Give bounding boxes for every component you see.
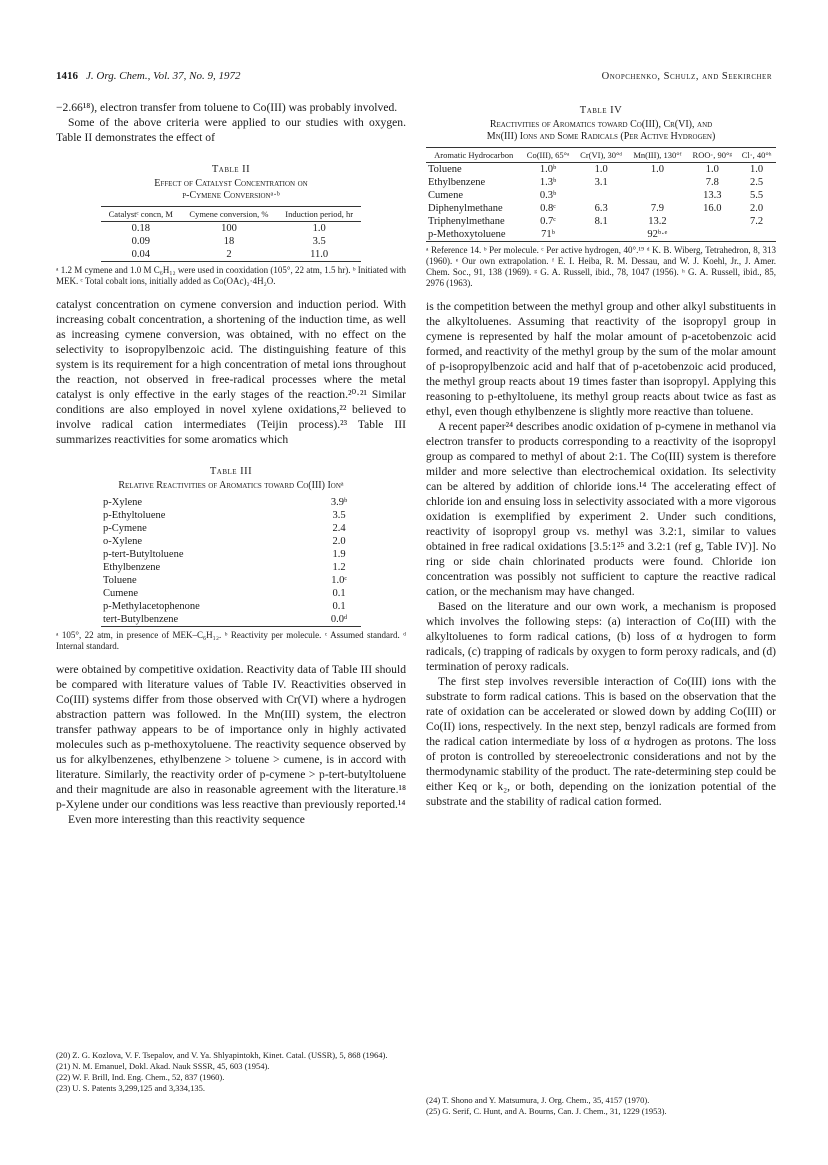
- table-cell: 0.7ᶜ: [540, 216, 556, 227]
- header-left: [56, 70, 241, 82]
- paragraph: catalyst concentration on cymene conversion and induction period. With increasing cobalt concentration, a shortening of the induction time, as well as increasing cymene conversion, was obtained, with no effect on the selectivity to isopropylbenzoic acid. The distinguishing feature of this system is its requirement for a high concentration of metal ions throughout the reaction, not observed in free-radical processes where the metal catalyst is only effective in the early stages of the reaction.²⁰·²¹ Similar conditions are also employed in novel xylene oxidations,²² believed to involve radical cation intermediates (Teijin process).²³ Table III summarizes reactivities for some aromatics which: [56, 298, 406, 446]
- table-cell: 13.2: [648, 216, 667, 227]
- table-row: [101, 222, 361, 236]
- table-row: [426, 202, 776, 215]
- left-column: [56, 100, 406, 827]
- table-cell: 2: [181, 248, 278, 262]
- table-cell: 92ᵇ·ᵉ: [627, 228, 687, 242]
- table-header-row: [426, 148, 776, 163]
- table-row: [426, 215, 776, 228]
- table-row: [426, 163, 776, 177]
- table-cell: 0.1: [332, 601, 346, 612]
- table-cell: tert-Butylbenzene: [101, 613, 317, 627]
- table-row: [101, 574, 361, 587]
- paragraph: Based on the literature and our own work, a mechanism is proposed which involves the following steps: (a) interaction of Co(III) with the alkyltoluenes to form radical cations, (b) loss of α hydrogen to form radicals, (c) trapping of radicals by oxygen to form peroxy radicals, and (d) termination of peroxy radicals.: [426, 600, 776, 673]
- table-cell: 1.0: [312, 223, 326, 234]
- table-row: [101, 587, 361, 600]
- table-cell: [737, 228, 776, 242]
- table-row: [101, 561, 361, 574]
- table-cell: 1.9: [332, 549, 346, 560]
- column-header: Co(III), 65°ᵃ: [521, 148, 574, 163]
- table-row: [101, 509, 361, 522]
- table-cell: [687, 228, 737, 242]
- references-left: [56, 1050, 406, 1094]
- table-row: [426, 228, 776, 242]
- table-cell: 0.8ᶜ: [540, 203, 556, 214]
- table-cell: 5.5: [750, 190, 764, 201]
- table-row: [101, 548, 361, 561]
- table-cell: 3.5: [332, 510, 346, 521]
- table-cell: Triphenylmethane: [428, 216, 505, 227]
- table-cell: 7.2: [750, 216, 764, 227]
- table-cell: 11.0: [277, 248, 361, 262]
- table-footnote: ᵃ 105°, 22 atm, in presence of MEK–C₆H₁₂. ᵇ Reactivity per molecule. ᶜ Assumed standard. ᵈ Internal standard.: [56, 630, 406, 651]
- table-cell: Ethylbenzene: [103, 562, 161, 573]
- table-cell: 3.5: [312, 236, 326, 247]
- table-row: [101, 496, 361, 509]
- table-cell: Cumene: [103, 588, 138, 599]
- table-cell: 6.3: [594, 203, 608, 214]
- table-cell: 18: [223, 236, 235, 247]
- table-cell: 0.1: [332, 588, 346, 599]
- table-cell: 71ᵇ: [521, 228, 574, 242]
- references-right: [426, 1095, 776, 1117]
- table-row: [101, 522, 361, 535]
- table-row: [426, 176, 776, 189]
- column-header: Aromatic Hydrocarbon: [426, 148, 521, 163]
- column-header: Cymene conversion, %: [181, 207, 278, 222]
- column-header: Cr(VI), 30°ᵈ: [575, 148, 628, 163]
- table-cell: [687, 215, 737, 228]
- table-row: [101, 613, 361, 627]
- table-cell: 2.4: [332, 523, 346, 534]
- column-header: Catalystᶜ concn, M: [101, 207, 181, 222]
- table-cell: p-Methoxytoluene: [426, 228, 521, 242]
- table-cell: 100: [221, 223, 237, 234]
- table-2: [56, 163, 406, 287]
- table-cell: 2.0: [750, 203, 764, 214]
- paragraph: were obtained by competitive oxidation. Reactivity data of Table III should be compared with literature values of Table IV. Reactivities observed in Co(III) systems differ from those observed with Cr(VI) where a hydrogen abstraction pattern was followed. In the Mn(III) system, the electron transfer pathway appears to be of importance only in highly activated molecules such as p-methoxytoluene. The reactivity sequence observed by us for alkylbenzenes, ethylbenzene > toluene > cumene, is in accord with literature. Similarly, the reactivity order of p-cymene > p-tert-butyltoluene and their magnitude are also in reasonable agreement with the literature.¹⁸ p-Xylene under our conditions was less reactive than previously reported.¹⁴: [56, 663, 406, 811]
- table-cell: Diphenylmethane: [428, 203, 503, 214]
- table-row: [101, 600, 361, 613]
- table-cell: 1.0: [705, 164, 719, 175]
- table-cell: Toluene: [103, 575, 137, 586]
- table-cell: p-Xylene: [103, 497, 143, 508]
- table-cell: Ethylbenzene: [428, 177, 486, 188]
- table-header-row: [101, 207, 361, 222]
- table-cell: 1.0: [594, 164, 608, 175]
- column-header: Induction period, hr: [277, 207, 361, 222]
- table-title: Table IV: [579, 105, 623, 116]
- reference-item: (20) Z. G. Kozlova, V. F. Tsepalov, and V. Ya. Shlyapintokh, Kinet. Catal. (USSR), 5, 868 (1964).: [56, 1050, 388, 1060]
- table-cell: 0.18: [131, 223, 150, 234]
- table-cell: p-Ethyltoluene: [103, 510, 166, 521]
- table-row: [101, 248, 361, 262]
- table-caption: [426, 119, 776, 143]
- table-footnote: ᵃ Reference 14. ᵇ Per molecule. ᶜ Per active hydrogen, 40°.¹⁹ ᵈ K. B. Wiberg, Tetrahedron, 8, 313 (1960). ᵉ Our own extrapolation. ᶠ E. I. Heiba, R. M. Dessau, and W. J. Koehl, Jr., J. Amer. Chem. Soc., 91, 138 (1969). ᵍ G. A. Russell, ibid., 78, 1047 (1956). ʰ G. A. Russell, ibid., 85, 2976 (1963).: [426, 245, 776, 288]
- column-header: ROO·, 90°ᵍ: [687, 148, 737, 163]
- data-table: [101, 496, 361, 627]
- table-cell: 7.8: [705, 177, 719, 188]
- table-title: Table III: [209, 466, 253, 477]
- running-authors: Onopchenko, Schulz, and Seekircher: [601, 71, 772, 82]
- table-cell: 8.1: [594, 216, 608, 227]
- table-cell: 1.0: [650, 164, 664, 175]
- table-row: [426, 189, 776, 202]
- reference-item: (23) U. S. Patents 3,299,125 and 3,334,135.: [56, 1083, 205, 1093]
- table-cell: Toluene: [428, 164, 462, 175]
- table-footnote: ᵃ 1.2 M cymene and 1.0 M C₆H₁₂ were used in cooxidation (105°, 22 atm, 1.5 hr). ᵇ Initiated with MEK. ᶜ Total cobalt ions, initially added as Co(OAc)₂·4H₂O.: [56, 265, 406, 286]
- page-number: 1416: [56, 70, 78, 82]
- paragraph: is the competition between the methyl group and other alkyl substituents in the alkyltoluenes. Assuming that reactivity of the isopropyl group in cymene is represented by half the molar amount of p-acetobenzoic acid formed, and reactivity of the methyl group by the sum of the molar amount of p-isopropylbenzoic acid and half that of p-acetobenzoic acid produced, the methyl group reacts about 19 times faster than isopropyl. Applying this reasoning to p-ethyltoluene, its methyl group reacts about twice as fast as ethyl, even though ethylbenzene is slightly more reactive than toluene.: [426, 300, 776, 418]
- table-cell: [627, 189, 687, 202]
- table-cell: p-Methylacetophenone: [103, 601, 200, 612]
- table-cell: p-Cymene: [103, 523, 147, 534]
- table-cell: 3.1: [594, 177, 608, 188]
- table-cell: 1.0ᶜ: [331, 575, 348, 586]
- reference-item: (21) N. M. Emanuel, Dokl. Akad. Nauk SSSR, 45, 603 (1954).: [56, 1061, 270, 1071]
- caption-line: Effect of Catalyst Concentration on: [154, 178, 308, 189]
- table-cell: 2.0: [332, 536, 346, 547]
- table-4: [426, 104, 776, 289]
- table-cell: 3.9ᵇ: [330, 497, 348, 508]
- table-caption: Relative Reactivities of Aromatics toward Co(III) Ionᵃ: [118, 480, 344, 491]
- paragraph: −2.66¹⁸), electron transfer from toluene to Co(III) was probably involved.: [56, 101, 398, 114]
- running-header: [56, 70, 772, 88]
- reference-item: (22) W. F. Brill, Ind. Eng. Chem., 52, 837 (1960).: [56, 1072, 225, 1082]
- table-cell: 1.3ᵇ: [539, 177, 557, 188]
- data-table: [101, 206, 361, 262]
- caption-line: p-Cymene Conversionᵃ·ᵇ: [182, 190, 280, 201]
- table-cell: 16.0: [703, 203, 722, 214]
- table-cell: 1.0ᵇ: [539, 164, 557, 175]
- table-cell: [575, 228, 628, 242]
- table-cell: [627, 176, 687, 189]
- paragraph: Some of the above criteria were applied to our studies with oxygen. Table II demonstrates the effect of: [56, 116, 406, 144]
- table-cell: 2.5: [750, 177, 764, 188]
- table-cell: 0.04: [101, 248, 181, 262]
- table-cell: 1.0: [750, 164, 764, 175]
- table-cell: Cumene: [428, 190, 463, 201]
- paragraph: A recent paper²⁴ describes anodic oxidation of p-cymene in methanol via electron transfer to products corresponding to a reactivity of the isopropyl group as compared to methyl of about 2:1. The Co(III) system is therefore milder and more selective than electrochemical oxidation. Its selectivity can be altered by addition of chloride ions.¹⁴ The accelerating effect of chloride ion and ensuing loss in selectivity associated with a more vigorous oxidation is exemplified by experiment 2. Under such conditions, reactivity of isopropyl group vs. methyl was 3.2:1, similar to values obtained in free radical oxidations [3.5:1²⁵ and 3.2:1 (ref g, Table IV)]. No ring or side chain chlorinated products were found. Chloride ion concentration was possibly not sufficient to capture the reactive radical cation, or the mechanism may have changed.: [426, 420, 776, 598]
- table-caption: [56, 178, 406, 202]
- journal-citation: J. Org. Chem., Vol. 37, No. 9, 1972: [86, 70, 241, 82]
- table-cell: 0.3ᵇ: [539, 190, 557, 201]
- caption-line: Reactivities of Aromatics toward Co(III), Cr(VI), and: [489, 119, 713, 130]
- table-cell: 1.2: [332, 562, 346, 573]
- caption-line: Mn(III) Ions and Some Radicals (Per Active Hydrogen): [486, 131, 716, 142]
- table-cell: o-Xylene: [103, 536, 143, 547]
- table-cell: 0.0ᵈ: [317, 613, 361, 627]
- column-header: Cl·, 40°ʰ: [737, 148, 776, 163]
- table-row: [101, 235, 361, 248]
- table-cell: p-tert-Butyltoluene: [103, 549, 184, 560]
- table-cell: 13.3: [703, 190, 722, 201]
- right-column: [426, 100, 776, 809]
- table-cell: 7.9: [650, 203, 664, 214]
- column-header: Mn(III), 130°ᶠ: [627, 148, 687, 163]
- reference-item: (24) T. Shono and Y. Matsumura, J. Org. Chem., 35, 4157 (1970).: [426, 1095, 650, 1105]
- data-table: [426, 147, 776, 242]
- paragraph: The first step involves reversible interaction of Co(III) ions with the substrate to form radical cations. This is based on the observation that the rate of oxidation can be accelerated or slowed down by adding Co(III) or Co(II) ions, respectively. In the next step, benzyl radicals are formed from the radical cation intermediate by loss of α hydrogen as protons. The loss of proton is controlled by stereoelectronic considerations and not by the thermodynamic stability of the product. The rate-determining step could be either Keq or k₂, or both, depending on the ionization potential of the substrate and the stability of radical cation formed.: [426, 675, 776, 808]
- table-3: [56, 465, 406, 652]
- reference-item: (25) G. Serif, C. Hunt, and A. Bourns, Can. J. Chem., 31, 1229 (1953).: [426, 1106, 667, 1116]
- table-row: [101, 535, 361, 548]
- table-cell: [575, 189, 628, 202]
- table-cell: 0.09: [131, 236, 150, 247]
- table-title: Table II: [211, 164, 251, 175]
- paragraph: Even more interesting than this reactivity sequence: [68, 813, 305, 826]
